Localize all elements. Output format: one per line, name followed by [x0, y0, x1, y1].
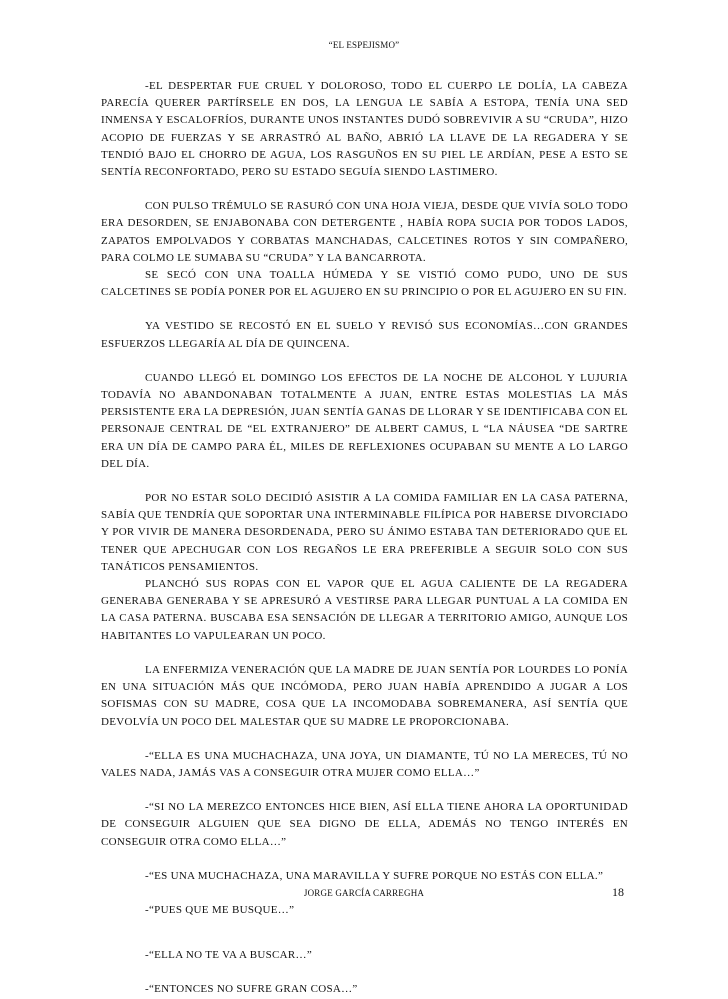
- dialogue-line: -“SI NO LA MEREZCO ENTONCES HICE BIEN, ASÍ ELLA TIENE AHORA LA OPORTUNIDAD DE CONSEGUIR ALGUIEN QUE SEA DIGNO DE ELLA, ADEMÁS NO TENGO INTERÉS EN CONSEGUIR OTRA COMO ELLA…”: [101, 801, 628, 848]
- dialogue-line: -“ELLA ES UNA MUCHACHAZA, UNA JOYA, UN DIAMANTE, TÚ NO LA MERECES, TÚ NO VALES NADA, JAMÁS VAS A CONSEGUIR OTRA MUJER COMO ELLA…”: [101, 749, 628, 779]
- paragraph: SE SECÓ CON UNA TOALLA HÚMEDA Y SE VISTIÓ COMO PUDO, UNO DE SUS CALCETINES SE PODÍA PONER POR EL AGUJERO EN SU PRINCIPIO O POR EL AGUJERO EN SU FIN.: [101, 269, 628, 299]
- page-header-title: “EL ESPEJISMO”: [328, 40, 400, 50]
- page-number: 18: [612, 885, 624, 899]
- paragraph: LA ENFERMIZA VENERACIÓN QUE LA MADRE DE JUAN SENTÍA POR LOURDES LO PONÍA EN UNA SITUACIÓN MÁS QUE INCÓMODA, PERO JUAN HABÍA APRENDIDO A JUGAR A LOS SOFISMAS CON SU MADRE, COSA QUE LA INCOMODABA SOBREMANERA, ASÍ SENTÍA QUE DEVOLVÍA UN POCO DEL MALESTAR QUE SU MADRE LE PROPORCIONABA.: [101, 663, 628, 728]
- dialogue-line: -“ELLA NO TE VA A BUSCAR…”: [145, 949, 313, 962]
- document-body: [101, 78, 628, 999]
- footer-author: JORGE GARCÍA CARREGHA: [303, 888, 425, 898]
- paragraph: YA VESTIDO SE RECOSTÓ EN EL SUELO Y REVISÓ SUS ECONOMÍAS…CON GRANDES ESFUERZOS LLEGARÍA AL DÍA DE QUINCENA.: [101, 320, 628, 350]
- paragraph: POR NO ESTAR SOLO DECIDIÓ ASISTIR A LA COMIDA FAMILIAR EN LA CASA PATERNA, SABÍA QUE TENDRÍA QUE SOPORTAR UNA INTERMINABLE FILÍPICA POR HABERSE DIVORCIADO Y POR VIVIR DE MANERA DESORDENADA, PERO SU ÁNIMO ESTABA TAN DETERIORADO QUE EL TENER QUE APECHUGAR CON LOS REGAÑOS LE ERA PREFERIBLE A SEGUIR SOLO CON SUS TANÁTICOS PENSAMIENTOS.: [101, 492, 628, 573]
- dialogue-line: -“PUES QUE ME BUSQUE…”: [145, 903, 295, 916]
- paragraph: CON PULSO TRÉMULO SE RASURÓ CON UNA HOJA VIEJA, DESDE QUE VIVÍA SOLO TODO ERA DESORDEN, SE ENJABONABA CON DETERGENTE , HABÍA ROPA SUCIA POR TODOS LADOS, ZAPATOS EMPOLVADOS Y CORBATAS MANCHADAS, CALCETINES ROTOS Y SIN COMPAÑERO, PARA COLMO LE SUMABA SU “CRUDA” Y LA BANCARROTA.: [101, 200, 628, 264]
- paragraph: -EL DESPERTAR FUE CRUEL Y DOLOROSO, TODO EL CUERPO LE DOLÍA, LA CABEZA PARECÍA QUERER PARTÍRSELE EN DOS, LA LENGUA LE SABÍA A ESTOPA, TENÍA UNA SED INMENSA Y ESCALOFRÍOS, DURANTE UNOS INSTANTES DUDÓ SOBREVIVIR A SU “CRUDA”, HIZO ACOPIO DE FUERZAS Y SE ARRASTRÓ AL BAÑO, ABRIÓ LA LLAVE DE LA REGADERA Y SE TENDIÓ BAJO EL CHORRO DE AGUA, LOS RASGUÑOS EN SU PIEL LE ARDÍAN, PESE A ESTO SE SENTÍA RECONFORTADO, PERO SU ESTADO SEGUÍA SIENDO LASTIMERO.: [101, 80, 628, 179]
- paragraph: PLANCHÓ SUS ROPAS CON EL VAPOR QUE EL AGUA CALIENTE DE LA REGADERA GENERABA GENERABA Y SE APRESURÓ A VESTIRSE PARA LLEGAR PUNTUAL A LA COMIDA EN LA CASA PATERNA. BUSCABA ESA SENSACIÓN DE LLEGAR A TERRITORIO AMIGO, AUNQUE LOS HABITANTES LO VAPULEARAN UN POCO.: [101, 578, 628, 642]
- dialogue-line: -“ENTONCES NO SUFRE GRAN COSA…”: [145, 983, 358, 996]
- dialogue-line: -“ES UNA MUCHACHAZA, UNA MARAVILLA Y SUFRE PORQUE NO ESTÁS CON ELLA.”: [145, 869, 604, 882]
- paragraph: CUANDO LLEGÓ EL DOMINGO LOS EFECTOS DE LA NOCHE DE ALCOHOL Y LUJURIA TODAVÍA NO ABANDONABAN TOTALMENTE A JUAN, ENTRE ESTAS MOLESTIAS LA MÁS PERSISTENTE ERA LA DEPRESIÓN, JUAN SENTÍA GANAS DE LLORAR Y SE IDENTIFICABA CON EL PERSONAJE CENTRAL DE “EL EXTRANJERO” DE ALBERT CAMUS, L “LA NÁUSEA “DE SARTRE ERA UN DÍA DE CAMPO PARA ÉL, MILES DE REFLEXIONES OCUPABAN SU MENTE A LO LARGO DEL DÍA.: [101, 371, 628, 470]
